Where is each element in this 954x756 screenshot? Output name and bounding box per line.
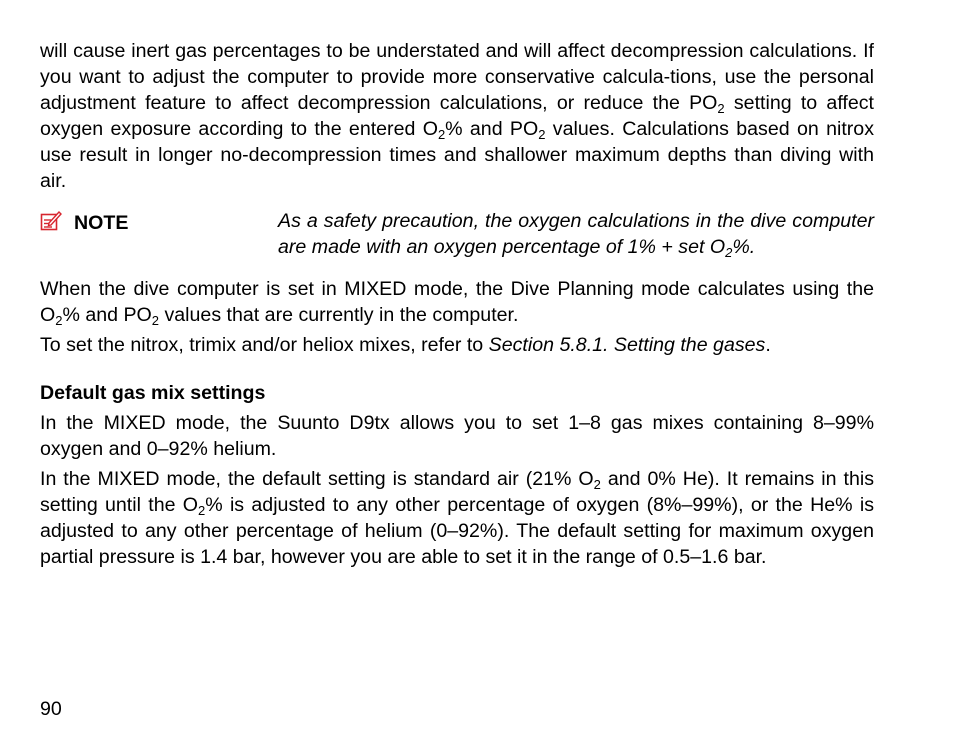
paragraph-reference: To set the nitrox, trimix and/or heliox mixes, refer to Section 5.8.1. Setting the gases. [40, 334, 771, 356]
paragraph-intro: will cause inert gas percentages to be understated and will affect decompression calculations. If you want to adjust the computer to provide more conservative calcula-tions, use the personal adjustment feature to affect decompression calculations, or reduce the $PO_2$ setting to affect oxygen exposure according to the entered $O_2\%$ and $PO_2$ values. Calculations based on nitrox use result in longer no-decompression times and shallower maximum depths than diving with air. [40, 40, 874, 192]
paragraph-gas-mixes: In the MIXED mode, the Suunto D9tx allows you to set 1–8 gas mixes containing 8–99% oxygen and 0–92% helium. [40, 412, 874, 460]
section-reference-link: Section 5.8.1. Setting the gases [488, 334, 766, 356]
page-number: 90 [40, 698, 62, 720]
section-heading: Default gas mix settings [40, 382, 266, 404]
paragraph-default-setting: In the MIXED mode, the default setting is standard air (21% $O_2$ and 0% He). It remains in this setting until the $O_2\%$ is adjusted to any other percentage of oxygen (8%–99%), or the He% is adjusted to any other percentage of helium (0–92%). The default setting for maximum oxygen partial pressure is 1.4 bar, however you are able to set it in the range of 0.5–1.6 bar. [40, 468, 874, 568]
page-body [40, 38, 874, 570]
note-label-group [40, 208, 278, 260]
paragraph-mixed-mode: When the dive computer is set in MIXED mode, the Dive Planning mode calculates using the $O_2\%$ and $PO_2$ values that are currently in the computer. [40, 278, 874, 328]
note-label: NOTE [74, 212, 129, 234]
note-text: As a safety precaution, the oxygen calculations in the dive computer are made with an oxygen percentage of 1% + set $O_2\%$. [278, 210, 874, 260]
note-pencil-icon [40, 210, 62, 232]
note-box [40, 208, 874, 260]
